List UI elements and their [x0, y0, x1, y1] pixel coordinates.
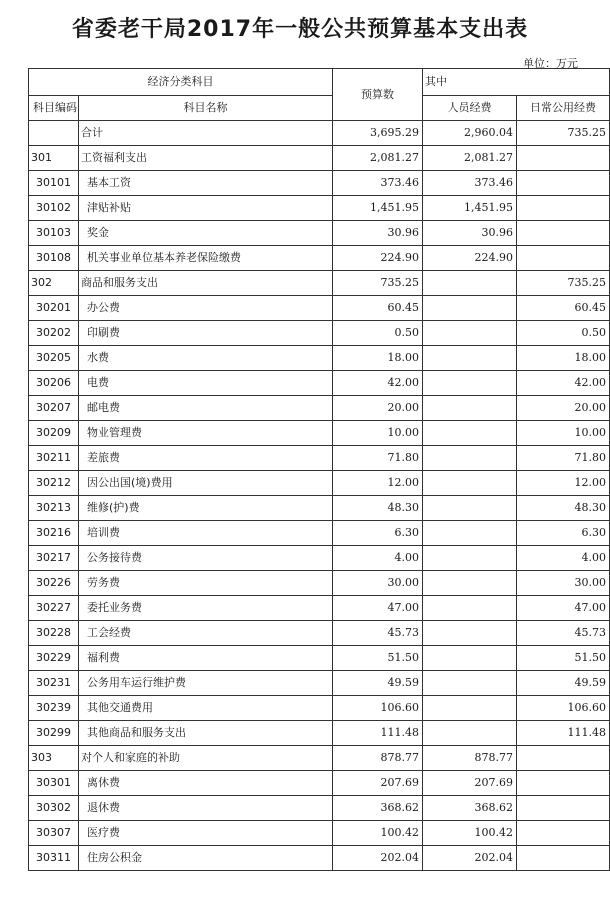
row-budget: 51.50	[333, 646, 423, 671]
row-budget: 20.00	[333, 396, 423, 421]
row-budget: 18.00	[333, 346, 423, 371]
table-row	[29, 221, 610, 246]
row-budget: 71.80	[333, 446, 423, 471]
row-code: 30311	[29, 846, 79, 871]
row-budget: 224.90	[333, 246, 423, 271]
row-name: 医疗费	[79, 821, 333, 846]
row-personnel	[423, 296, 517, 321]
row-personnel	[423, 596, 517, 621]
row-public	[517, 846, 610, 871]
row-personnel	[423, 671, 517, 696]
table-row	[29, 796, 610, 821]
table-row	[29, 621, 610, 646]
row-public	[517, 196, 610, 221]
row-code: 30205	[29, 346, 79, 371]
row-budget: 4.00	[333, 546, 423, 571]
table-row	[29, 821, 610, 846]
row-public: 49.59	[517, 671, 610, 696]
table-row	[29, 321, 610, 346]
row-public: 51.50	[517, 646, 610, 671]
row-personnel	[423, 546, 517, 571]
table-row	[29, 346, 610, 371]
row-budget: 6.30	[333, 521, 423, 546]
table-row	[29, 296, 610, 321]
row-budget: 373.46	[333, 171, 423, 196]
row-public: 111.48	[517, 721, 610, 746]
row-name: 委托业务费	[79, 596, 333, 621]
row-public: 735.25	[517, 271, 610, 296]
row-name: 福利费	[79, 646, 333, 671]
row-public: 106.60	[517, 696, 610, 721]
row-budget: 60.45	[333, 296, 423, 321]
table-row	[29, 646, 610, 671]
table-row	[29, 396, 610, 421]
header-personnel: 人员经费	[423, 96, 517, 121]
table-row	[29, 196, 610, 221]
row-code: 30211	[29, 446, 79, 471]
row-name: 印刷费	[79, 321, 333, 346]
table-row	[29, 496, 610, 521]
row-name: 水费	[79, 346, 333, 371]
page-title: 省委老干局2017年一般公共预算基本支出表	[71, 17, 529, 42]
row-budget: 878.77	[333, 746, 423, 771]
header-code: 科目编码	[29, 96, 79, 121]
row-public: 18.00	[517, 346, 610, 371]
row-personnel	[423, 321, 517, 346]
row-personnel: 878.77	[423, 746, 517, 771]
table-row	[29, 271, 610, 296]
table-row	[29, 246, 610, 271]
row-code: 30212	[29, 471, 79, 496]
table-row	[29, 121, 610, 146]
row-budget: 1,451.95	[333, 196, 423, 221]
table-row	[29, 846, 610, 871]
table-row	[29, 696, 610, 721]
row-public	[517, 246, 610, 271]
row-public: 0.50	[517, 321, 610, 346]
table-row	[29, 746, 610, 771]
row-budget: 49.59	[333, 671, 423, 696]
row-name: 因公出国(境)费用	[79, 471, 333, 496]
row-public: 71.80	[517, 446, 610, 471]
row-name: 机关事业单位基本养老保险缴费	[79, 246, 333, 271]
row-name: 退休费	[79, 796, 333, 821]
row-name: 公务用车运行维护费	[79, 671, 333, 696]
row-budget: 207.69	[333, 771, 423, 796]
row-name: 劳务费	[79, 571, 333, 596]
table-row	[29, 446, 610, 471]
row-name: 离休费	[79, 771, 333, 796]
row-public	[517, 771, 610, 796]
row-public	[517, 796, 610, 821]
row-budget: 735.25	[333, 271, 423, 296]
row-personnel: 1,451.95	[423, 196, 517, 221]
row-personnel: 2,960.04	[423, 121, 517, 146]
row-public: 10.00	[517, 421, 610, 446]
row-code: 30228	[29, 621, 79, 646]
table-row	[29, 371, 610, 396]
row-public: 6.30	[517, 521, 610, 546]
row-personnel	[423, 371, 517, 396]
header-budget: 预算数	[333, 69, 423, 121]
row-personnel: 202.04	[423, 846, 517, 871]
table-row	[29, 171, 610, 196]
table-row	[29, 146, 610, 171]
row-code: 30213	[29, 496, 79, 521]
row-code: 303	[29, 746, 79, 771]
table-row	[29, 771, 610, 796]
row-code: 30226	[29, 571, 79, 596]
row-personnel: 2,081.27	[423, 146, 517, 171]
row-name: 基本工资	[79, 171, 333, 196]
row-code: 30302	[29, 796, 79, 821]
row-code: 30101	[29, 171, 79, 196]
row-public: 30.00	[517, 571, 610, 596]
row-code: 30227	[29, 596, 79, 621]
header-economic-category: 经济分类科目	[29, 69, 333, 96]
row-budget: 111.48	[333, 721, 423, 746]
row-budget: 0.50	[333, 321, 423, 346]
row-public	[517, 821, 610, 846]
row-public: 60.45	[517, 296, 610, 321]
row-personnel	[423, 621, 517, 646]
row-personnel: 100.42	[423, 821, 517, 846]
row-name: 工会经费	[79, 621, 333, 646]
row-name: 其他交通费用	[79, 696, 333, 721]
row-budget: 106.60	[333, 696, 423, 721]
row-personnel	[423, 446, 517, 471]
row-public: 12.00	[517, 471, 610, 496]
row-public: 47.00	[517, 596, 610, 621]
row-personnel	[423, 571, 517, 596]
table-row	[29, 471, 610, 496]
row-code: 302	[29, 271, 79, 296]
row-code: 30207	[29, 396, 79, 421]
row-name: 对个人和家庭的补助	[79, 746, 333, 771]
row-budget: 368.62	[333, 796, 423, 821]
row-code: 30209	[29, 421, 79, 446]
row-name: 工资福利支出	[79, 146, 333, 171]
table-row	[29, 721, 610, 746]
row-name: 津贴补贴	[79, 196, 333, 221]
row-public: 48.30	[517, 496, 610, 521]
row-budget: 100.42	[333, 821, 423, 846]
header-among: 其中	[423, 69, 610, 96]
row-code	[29, 121, 79, 146]
row-public	[517, 746, 610, 771]
row-budget: 30.96	[333, 221, 423, 246]
table-row	[29, 421, 610, 446]
row-public	[517, 146, 610, 171]
row-code: 30202	[29, 321, 79, 346]
row-budget: 30.00	[333, 571, 423, 596]
row-personnel: 373.46	[423, 171, 517, 196]
row-personnel	[423, 521, 517, 546]
row-personnel	[423, 646, 517, 671]
row-name: 电费	[79, 371, 333, 396]
row-code: 30239	[29, 696, 79, 721]
row-name: 培训费	[79, 521, 333, 546]
row-budget: 45.73	[333, 621, 423, 646]
row-code: 30103	[29, 221, 79, 246]
table-row	[29, 521, 610, 546]
row-public: 735.25	[517, 121, 610, 146]
budget-table	[28, 68, 610, 871]
row-name: 维修(护)费	[79, 496, 333, 521]
row-code: 301	[29, 146, 79, 171]
row-personnel	[423, 421, 517, 446]
table-row	[29, 596, 610, 621]
row-code: 30307	[29, 821, 79, 846]
row-code: 30229	[29, 646, 79, 671]
row-personnel	[423, 696, 517, 721]
row-personnel	[423, 721, 517, 746]
row-personnel	[423, 471, 517, 496]
row-name: 办公费	[79, 296, 333, 321]
row-code: 30231	[29, 671, 79, 696]
row-budget: 47.00	[333, 596, 423, 621]
row-code: 30201	[29, 296, 79, 321]
table-body	[29, 121, 610, 871]
unit-label: 单位：万元	[523, 57, 578, 70]
row-personnel: 224.90	[423, 246, 517, 271]
row-budget: 10.00	[333, 421, 423, 446]
row-personnel	[423, 271, 517, 296]
row-public: 4.00	[517, 546, 610, 571]
row-name: 物业管理费	[79, 421, 333, 446]
table-row	[29, 671, 610, 696]
row-name: 差旅费	[79, 446, 333, 471]
row-public: 42.00	[517, 371, 610, 396]
row-name: 邮电费	[79, 396, 333, 421]
table-row	[29, 571, 610, 596]
row-budget: 48.30	[333, 496, 423, 521]
row-code: 30301	[29, 771, 79, 796]
row-personnel: 368.62	[423, 796, 517, 821]
row-name: 公务接待费	[79, 546, 333, 571]
row-code: 30217	[29, 546, 79, 571]
row-name: 住房公积金	[79, 846, 333, 871]
row-public	[517, 221, 610, 246]
row-personnel	[423, 396, 517, 421]
row-code: 30108	[29, 246, 79, 271]
row-public	[517, 171, 610, 196]
row-name: 合计	[79, 121, 333, 146]
row-public: 45.73	[517, 621, 610, 646]
row-code: 30102	[29, 196, 79, 221]
header-name: 科目名称	[79, 96, 333, 121]
row-budget: 2,081.27	[333, 146, 423, 171]
row-personnel	[423, 496, 517, 521]
row-budget: 12.00	[333, 471, 423, 496]
row-code: 30299	[29, 721, 79, 746]
header-public: 日常公用经费	[517, 96, 610, 121]
row-personnel: 207.69	[423, 771, 517, 796]
row-personnel: 30.96	[423, 221, 517, 246]
row-personnel	[423, 346, 517, 371]
row-budget: 202.04	[333, 846, 423, 871]
row-code: 30206	[29, 371, 79, 396]
table-row	[29, 546, 610, 571]
row-budget: 42.00	[333, 371, 423, 396]
row-code: 30216	[29, 521, 79, 546]
row-budget: 3,695.29	[333, 121, 423, 146]
row-name: 商品和服务支出	[79, 271, 333, 296]
row-name: 其他商品和服务支出	[79, 721, 333, 746]
row-name: 奖金	[79, 221, 333, 246]
row-public: 20.00	[517, 396, 610, 421]
